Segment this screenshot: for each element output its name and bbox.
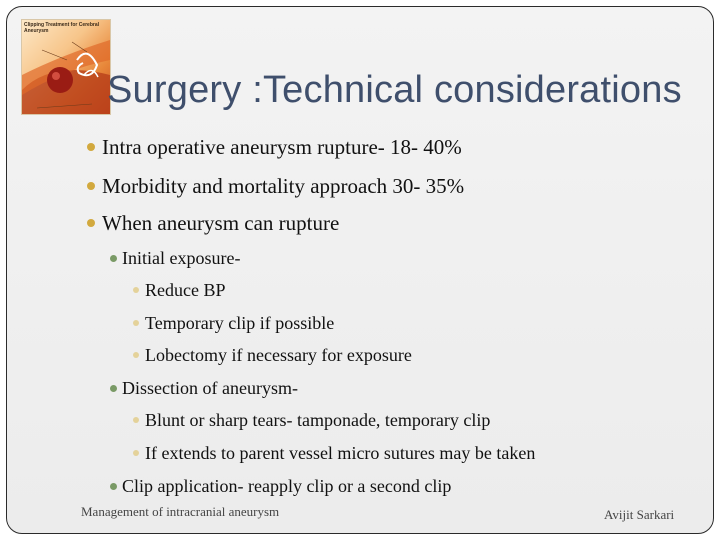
sub-sub-bullet-item	[145, 280, 226, 301]
footer-author: Avijit Sarkari	[604, 507, 675, 522]
bullet-dot-icon	[133, 450, 139, 456]
bullet-dot-icon	[133, 352, 139, 358]
bullet-text: Lobectomy if necessary for exposure	[145, 345, 412, 365]
bullet-text: When aneurysm can rupture	[102, 211, 340, 235]
sub-sub-bullet-item	[145, 313, 334, 334]
bullet-item	[102, 174, 464, 199]
bullet-dot-icon	[133, 417, 139, 423]
bullet-dot-icon	[110, 255, 117, 262]
bullet-text: Reduce BP	[145, 280, 226, 300]
bullet-dot-icon	[87, 143, 95, 151]
bullet-text: Morbidity and mortality approach 30- 35%	[102, 174, 465, 198]
bullet-dot-icon	[133, 320, 139, 326]
bullet-dot-icon	[87, 219, 95, 227]
bullet-item	[102, 135, 462, 160]
bullet-dot-icon	[110, 483, 117, 490]
footer-presentation-title: Management of intracranial aneurysm	[81, 504, 280, 519]
sub-bullet-item	[122, 378, 298, 399]
bullet-dot-icon	[133, 287, 139, 293]
bullet-text: Initial exposure-	[122, 248, 241, 268]
slide-title: Surgery :Technical considerations	[107, 69, 682, 111]
bullet-text: If extends to parent vessel micro sutures may be taken	[145, 443, 536, 463]
bullet-dot-icon	[110, 385, 117, 392]
sub-bullet-item	[122, 476, 451, 497]
thumbnail-caption: Clipping Treatment for Cerebral Aneurysm	[24, 22, 100, 34]
bullet-text: Blunt or sharp tears- tamponade, temporary clip	[145, 410, 491, 430]
bullet-item	[102, 211, 339, 236]
sub-bullet-item	[122, 248, 240, 269]
sub-sub-bullet-item	[145, 443, 535, 464]
bullet-dot-icon	[87, 182, 95, 190]
bullet-list	[7, 7, 713, 533]
sub-sub-bullet-item	[145, 345, 412, 366]
bullet-text: Intra operative aneurysm rupture- 18- 40%	[102, 135, 462, 159]
bullet-text: Clip application- reapply clip or a second clip	[122, 476, 452, 496]
sub-sub-bullet-item	[145, 410, 490, 431]
bullet-text: Dissection of aneurysm-	[122, 378, 298, 398]
slide-frame	[6, 6, 714, 534]
bullet-text: Temporary clip if possible	[145, 313, 335, 333]
